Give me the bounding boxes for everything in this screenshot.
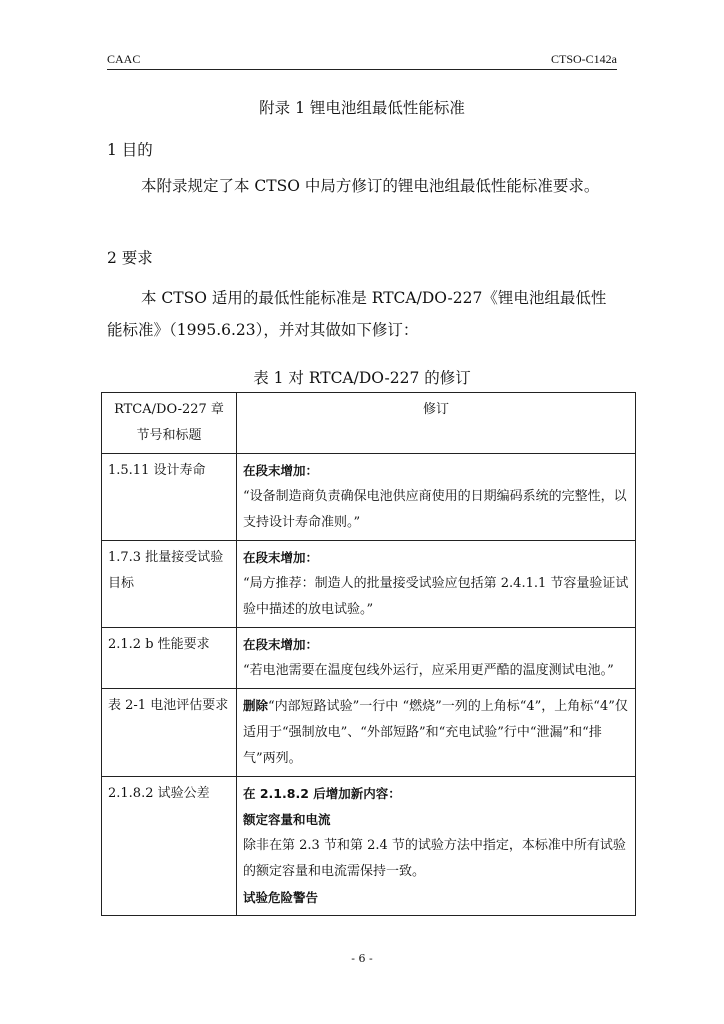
table-caption: 表 1 对 RTCA/DO-227 的修订	[253, 369, 471, 387]
revision-action: 在段末增加：	[243, 463, 319, 478]
table-row	[102, 454, 636, 541]
section1-body: 本附录规定了本 CTSO 中局方修订的锂电池组最低性能标准要求。	[141, 177, 600, 195]
header-org: CAAC	[107, 52, 141, 66]
revision-action: 在段末增加：	[243, 637, 319, 652]
appendix-title: 附录 1 锂电池组最低性能标准	[259, 99, 465, 117]
header-revision: 修订	[237, 393, 636, 454]
revision-subheading: 额定容量和电流	[243, 812, 331, 827]
revision-text: “设备制造商负责确保电池供应商使用的日期编码系统的完整性，以支持设计寿命准则。”	[243, 489, 627, 530]
table-header-row	[102, 393, 636, 454]
row-section: 1.7.3 批量接受试验目标	[102, 541, 237, 628]
revision-action: 删除	[243, 698, 269, 713]
revision-text: “内部短路试验”一行中 “燃烧”一列的上角标“4”，上角标“4”仅适用于“强制放电”、“外部短路”和“充电试验”行中“泄漏”和“排气”两列。	[243, 699, 628, 766]
row-section: 表 2-1 电池评估要求	[102, 689, 237, 777]
revision-action: 在 2.1.8.2 后增加新内容：	[243, 786, 401, 801]
header-doc-id: CTSO-C142a	[551, 52, 617, 66]
table-row	[102, 628, 636, 689]
table-row	[102, 777, 636, 916]
header-section-title: RTCA/DO-227 章节号和标题	[102, 393, 237, 454]
row-revision	[237, 628, 636, 689]
revision-text: “局方推荐：制造人的批量接受试验应包括第 2.4.1.1 节容量验证试验中描述的放电试验。”	[243, 576, 629, 617]
row-section: 1.5.11 设计寿命	[102, 454, 237, 541]
revision-action: 在段末增加：	[243, 550, 319, 565]
row-revision	[237, 777, 636, 916]
revision-text: 除非在第 2.3 节和第 2.4 节的试验方法中指定，本标准中所有试验的额定容量和电流需保持一致。	[243, 838, 626, 879]
page-number: - 6 -	[351, 952, 373, 965]
page-header	[107, 52, 617, 70]
row-section: 2.1.8.2 试验公差	[102, 777, 237, 916]
row-section: 2.1.2 b 性能要求	[102, 628, 237, 689]
row-revision	[237, 454, 636, 541]
revision-text: “若电池需要在温度包线外运行，应采用更严酷的温度测试电池。”	[243, 663, 614, 678]
section1-heading: 1 目的	[107, 141, 153, 159]
revision-subheading: 试验危险警告	[243, 890, 319, 905]
section2-heading: 2 要求	[107, 249, 153, 267]
row-revision	[237, 689, 636, 777]
header-rule	[107, 69, 617, 70]
table-row	[102, 689, 636, 777]
table-row	[102, 541, 636, 628]
row-revision	[237, 541, 636, 628]
revisions-table	[101, 392, 636, 916]
section2-body: 本 CTSO 适用的最低性能标准是 RTCA/DO-227《锂电池组最低性能标准》（1995.6.23），并对其做如下修订：	[107, 289, 607, 339]
